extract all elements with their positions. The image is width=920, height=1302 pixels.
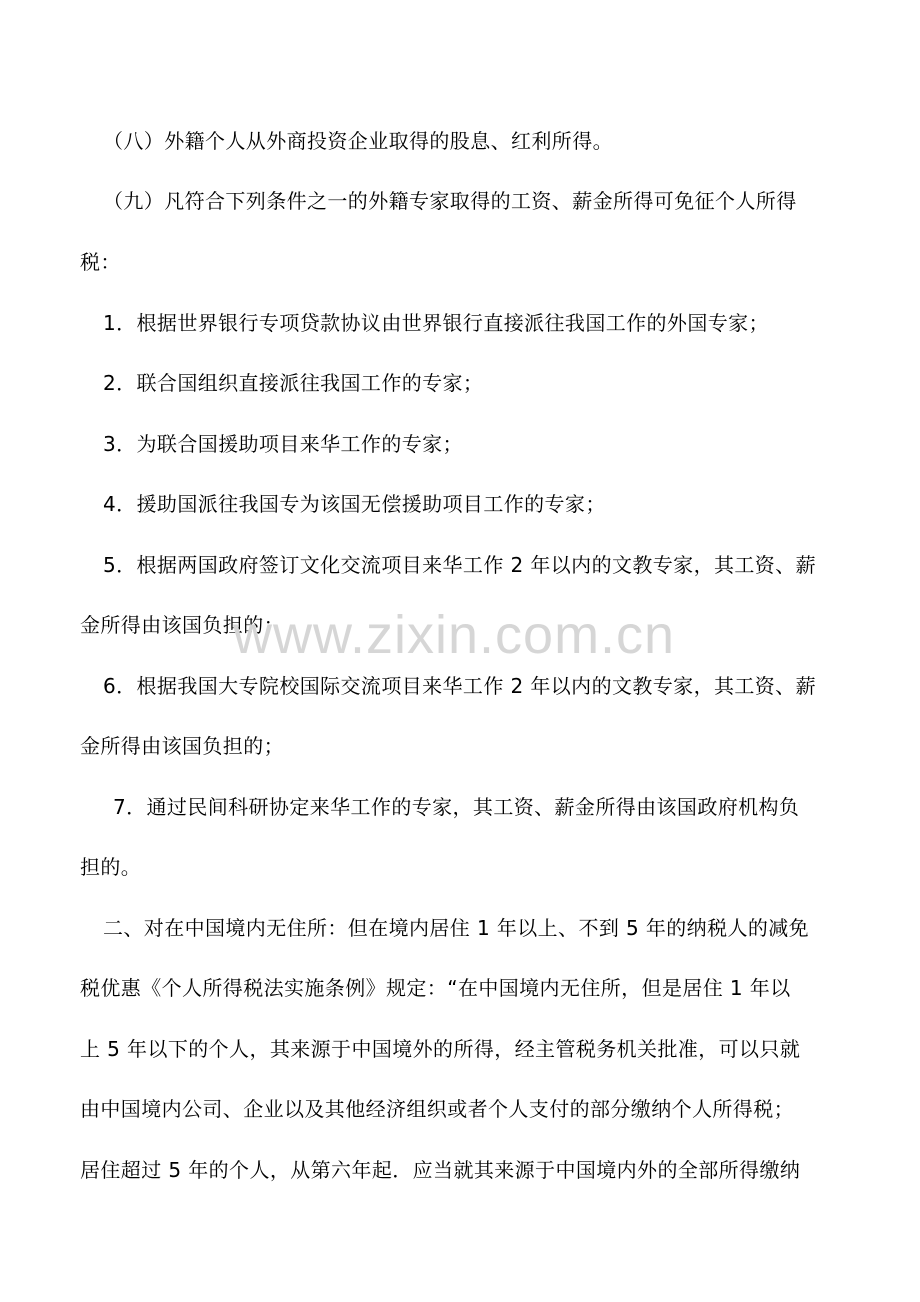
paragraph-line-1: （八）外籍个人从外商投资企业取得的股息、红利所得。 <box>103 129 613 153</box>
paragraph-line-17: 由中国境内公司、企业以及其他经济组织或者个人支付的部分缴纳个人所得税； <box>80 1097 794 1121</box>
section-heading-2: 二、对在中国境内无住所：但在境内居住 1 年以上、不到 5 年的纳税人的减免 <box>103 916 810 940</box>
list-item-1: 1．根据世界银行专项贷款协议由世界银行直接派往我国工作的外国专家； <box>103 311 769 335</box>
paragraph-line-15: 税优惠《个人所得税法实施条例》规定：“在中国境内无住所，但是居住 1 年以 <box>80 976 791 1000</box>
list-item-5: 5．根据两国政府签订文化交流项目来华工作 2 年以内的文教专家，其工资、薪 <box>103 553 816 577</box>
list-item-3: 3．为联合国援助项目来华工作的专家； <box>103 432 463 456</box>
list-item-2: 2．联合国组织直接派往我国工作的专家； <box>103 371 484 395</box>
list-item-5-continued: 金所得由该国负担的； <box>80 613 284 637</box>
paragraph-line-18: 居住超过 5 年的个人，从第六年起．应当就其来源于中国境内外的全部所得缴纳 <box>80 1158 801 1182</box>
paragraph-line-16: 上 5 年以下的个人，其来源于中国境外的所得，经主管税务机关批准，可以只就 <box>80 1037 801 1061</box>
paragraph-line-2: （九）凡符合下列条件之一的外籍专家取得的工资、薪金所得可免征个人所得 <box>103 189 797 213</box>
list-item-7-continued: 担的。 <box>80 855 142 879</box>
list-item-7: 7．通过民间科研协定来华工作的专家，其工资、薪金所得由该国政府机构负 <box>113 795 800 819</box>
list-item-4: 4．援助国派往我国专为该国无偿援助项目工作的专家； <box>103 492 606 516</box>
list-item-6-continued: 金所得由该国负担的； <box>80 734 284 758</box>
list-item-6: 6．根据我国大专院校国际交流项目来华工作 2 年以内的文教专家，其工资、薪 <box>103 674 816 698</box>
watermark-text: www.zixin.com.cn <box>233 605 676 665</box>
paragraph-line-3: 税： <box>80 250 121 274</box>
